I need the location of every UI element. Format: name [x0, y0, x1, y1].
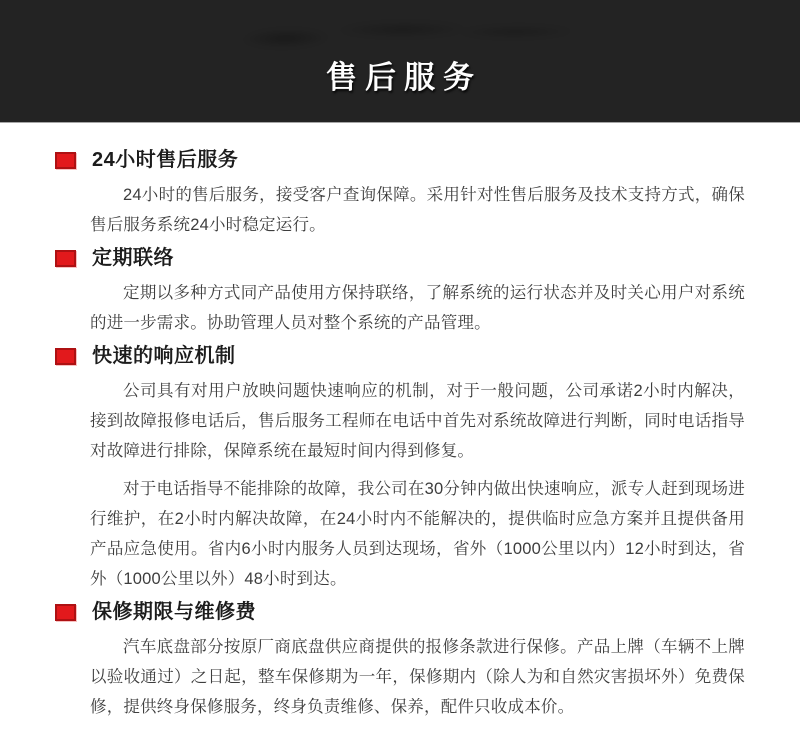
section-heading-row	[55, 246, 745, 270]
service-section	[55, 246, 745, 338]
section-title: 24小时售后服务	[92, 149, 239, 171]
section-heading-row	[55, 600, 745, 624]
section-paragraph: 24小时的售后服务，接受客户查询保障。采用针对性售后服务及技术支持方式，确保售后服务系统24小时稳定运行。	[90, 186, 745, 234]
section-paragraph: 定期以多种方式同产品使用方保持联络，了解系统的运行状态并及时关心用户对系统的进一步需求。协助管理人员对整个系统的产品管理。	[90, 284, 745, 332]
header-watermark	[223, 12, 617, 56]
section-title: 定期联络	[92, 247, 174, 269]
red-square-bullet-icon	[55, 604, 76, 621]
section-paragraph: 公司具有对用户放映问题快速响应的机制，对于一般问题，公司承诺2小时内解决，接到故障报修电话后，售后服务工程师在电话中首先对系统故障进行判断，同时电话指导对故障进行排除，保障系统在最短时间内得到修复。	[90, 382, 745, 460]
section-heading-row	[55, 148, 745, 172]
header-banner	[0, 0, 800, 122]
content-area	[0, 122, 800, 741]
service-section	[55, 600, 745, 722]
red-square-bullet-icon	[55, 152, 76, 169]
section-title: 快速的响应机制	[92, 345, 236, 367]
service-section	[55, 148, 745, 240]
section-title: 保修期限与维修费	[92, 601, 256, 623]
page-title: 售后服务	[326, 60, 482, 95]
section-heading-row	[55, 344, 745, 368]
red-square-bullet-icon	[55, 348, 76, 365]
service-section	[55, 344, 745, 594]
section-paragraph: 对于电话指导不能排除的故障，我公司在30分钟内做出快速响应，派专人赶到现场进行维护，在2小时内解决故障，在24小时内不能解决的，提供临时应急方案并且提供备用产品应急使用。省内6小时内服务人员到达现场，省外（1000公里以内）12小时到达，省外（1000公里以外）48小时到达。	[90, 480, 745, 588]
red-square-bullet-icon	[55, 250, 76, 267]
section-paragraph: 汽车底盘部分按原厂商底盘供应商提供的报修条款进行保修。产品上牌（车辆不上牌以验收通过）之日起，整车保修期为一年，保修期内（除人为和自然灾害损坏外）免费保修，提供终身保修服务，终身负责维修、保养，配件只收成本价。	[90, 638, 745, 716]
